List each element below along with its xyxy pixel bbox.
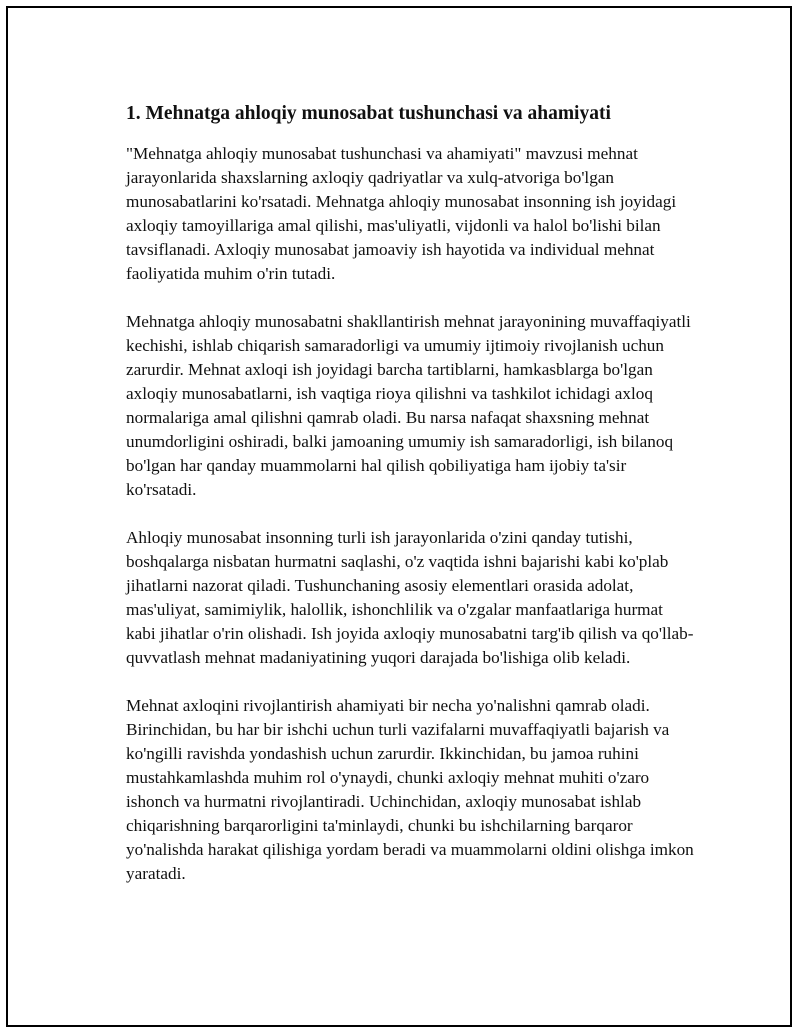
paragraph-2: Mehnatga ahloqiy munosabatni shakllantirish mehnat jarayonining muvaffaqiyatli kechishi, ishlab chiqarish samaradorligi va umumiy ijtimoiy rivojlanish uchun zarurdir. Mehnat axloqi ish joyidagi barcha tartiblarni, hamkasblarga bo'lgan axloqiy munosabatlarni, ish vaqtiga rioya qilishni va tashkilot ichidagi axloq normalariga amal qilishni qamrab oladi. Bu narsa nafaqat shaxsning mehnat unumdorligini oshiradi, balki jamoaning umumiy ish samaradorligi, ish bilanoq bo'lgan har qanday muammolarni hal qilish qobiliyatiga ham ijobiy ta'sir ko'rsatadi. bbox=[126, 312, 691, 499]
section-title: 1. Mehnatga ahloqiy munosabat tushunchasi va ahamiyati bbox=[126, 103, 611, 124]
paragraph-1: "Mehnatga ahloqiy munosabat tushunchasi va ahamiyati" mavzusi mehnat jarayonlarida shaxslarning axloqiy qadriyatlar va xulq-atvoriga bo'lgan munosabatlarini ko'rsatadi. Mehnatga ahloqiy munosabat insonning ish joyidagi axloqiy tamoyillariga amal qilishi, mas'uliyatli, vijdonli va halol bo'lishi bilan tavsiflanadi. Axloqiy munosabat jamoaviy ish hayotida va individual mehnat faoliyatida muhim o'rin tutadi. bbox=[126, 144, 677, 283]
page-frame bbox=[6, 6, 792, 1027]
paragraph-3: Ahloqiy munosabat insonning turli ish jarayonlarida o'zini qanday tutishi, boshqalarga nisbatan hurmatni saqlashi, o'z vaqtida ishni bajarishi kabi ko'plab jihatlarni nazorat qiladi. Tushunchaning asosiy elementlari orasida adolat, mas'uliyat, samimiylik, halollik, ishonchlilik va o'zgalar manfaatlariga hurmat kabi jihatlar o'rin olishadi. Ish joyida axloqiy munosabatni targ'ib qilish va qo'llab-quvvatlash mehnat madaniyatining yuqori darajada bo'lishiga olib keladi. bbox=[126, 528, 694, 667]
paragraph-4: Mehnat axloqini rivojlantirish ahamiyati bir necha yo'nalishni qamrab oladi. Birinchidan, bu har bir ishchi uchun turli vazifalarni muvaffaqiyatli bajarish va ko'ngilli ravishda yondashish uchun zarurdir. Ikkinchidan, bu jamoa ruhini mustahkamlashda muhim rol o'ynaydi, chunki axloqiy mehnat muhiti o'zaro ishonch va hurmatni rivojlantiradi. Uchinchidan, axloqiy munosabat ishlab chiqarishning barqarorligini ta'minlaydi, chunki bu ishchilarning barqaror yo'nalishda harakat qilishiga yordam beradi va muammolarni oldini olishga imkon yaratadi. bbox=[126, 696, 694, 883]
document-body bbox=[126, 100, 696, 910]
